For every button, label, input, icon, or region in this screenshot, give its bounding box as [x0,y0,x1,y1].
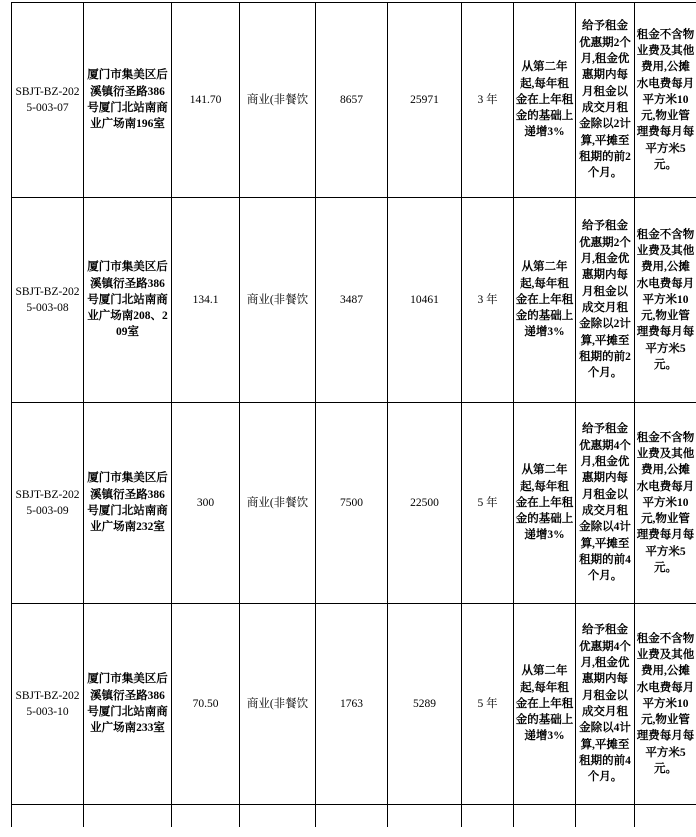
cell-area: 70.50 [172,604,240,805]
cell-partial [388,805,462,828]
table-row-partial [12,805,696,828]
cell-partial [514,805,576,828]
cell-partial [172,805,240,828]
cell-total-price: 5289 [388,604,462,805]
cell-monthly-price: 1763 [316,604,388,805]
table-row [12,604,696,805]
cell-project-code: SBJT-BZ-2025-003-08 [12,198,84,403]
cell-discount-policy: 给予租金优惠期2个月,租金优惠期内每月租金以成交月租金除以2计算,平摊至租期的前2个月。 [576,3,635,198]
cell-lease-term: 3 年 [462,3,514,198]
cell-project-code: SBJT-BZ-2025-003-10 [12,604,84,805]
cell-fee-note: 租金不含物业费及其他费用,公摊水电费每月平方米10元,物业管理费每月每平方米5元。 [635,3,696,198]
cell-address: 厦门市集美区后溪镇衍圣路386号厦门北站南商业广场南208、209室 [84,198,172,403]
cell-increase-rule: 从第二年起,每年租金在上年租金的基础上递增3% [514,3,576,198]
cell-fee-note: 租金不含物业费及其他费用,公摊水电费每月平方米10元,物业管理费每月每平方米5元。 [635,198,696,403]
cell-address: 厦门市集美区后溪镇衍圣路386号厦门北站南商业广场南232室 [84,403,172,604]
cell-partial [635,805,696,828]
cell-area: 300 [172,403,240,604]
cell-lease-term: 5 年 [462,604,514,805]
cell-project-code: SBJT-BZ-2025-003-09 [12,403,84,604]
cell-discount-policy: 给予租金优惠期4个月,租金优惠期内每月租金以成交月租金除以4计算,平摊至租期的前4个月。 [576,403,635,604]
cell-usage: 商业(非餐饮 [240,3,316,198]
cell-total-price: 22500 [388,403,462,604]
cell-increase-rule: 从第二年起,每年租金在上年租金的基础上递增3% [514,604,576,805]
cell-discount-policy: 给予租金优惠期2个月,租金优惠期内每月租金以成交月租金除以2计算,平摊至租期的前2个月。 [576,198,635,403]
cell-fee-note: 租金不含物业费及其他费用,公摊水电费每月平方米10元,物业管理费每月每平方米5元。 [635,604,696,805]
cell-usage: 商业(非餐饮 [240,604,316,805]
cell-increase-rule: 从第二年起,每年租金在上年租金的基础上递增3% [514,403,576,604]
cell-lease-term: 3 年 [462,198,514,403]
table-row [12,3,696,198]
table-row [12,198,696,403]
cell-address: 厦门市集美区后溪镇衍圣路386号厦门北站南商业广场南233室 [84,604,172,805]
cell-total-price: 25971 [388,3,462,198]
cell-area: 134.1 [172,198,240,403]
cell-usage: 商业(非餐饮 [240,198,316,403]
cell-partial [316,805,388,828]
cell-partial [12,805,84,828]
cell-partial [462,805,514,828]
cell-partial [576,805,635,828]
cell-partial [240,805,316,828]
lease-listing-table [11,2,696,827]
cell-discount-policy: 给予租金优惠期4个月,租金优惠期内每月租金以成交月租金除以4计算,平摊至租期的前4个月。 [576,604,635,805]
cell-fee-note: 租金不含物业费及其他费用,公摊水电费每月平方米10元,物业管理费每月每平方米5元。 [635,403,696,604]
cell-monthly-price: 8657 [316,3,388,198]
cell-lease-term: 5 年 [462,403,514,604]
cell-increase-rule: 从第二年起,每年租金在上年租金的基础上递增3% [514,198,576,403]
cell-total-price: 10461 [388,198,462,403]
cell-monthly-price: 3487 [316,198,388,403]
cell-area: 141.70 [172,3,240,198]
cell-usage: 商业(非餐饮 [240,403,316,604]
cell-address: 厦门市集美区后溪镇衍圣路386号厦门北站南商业广场南196室 [84,3,172,198]
cell-monthly-price: 7500 [316,403,388,604]
cell-project-code: SBJT-BZ-2025-003-07 [12,3,84,198]
table-row [12,403,696,604]
cell-partial [84,805,172,828]
